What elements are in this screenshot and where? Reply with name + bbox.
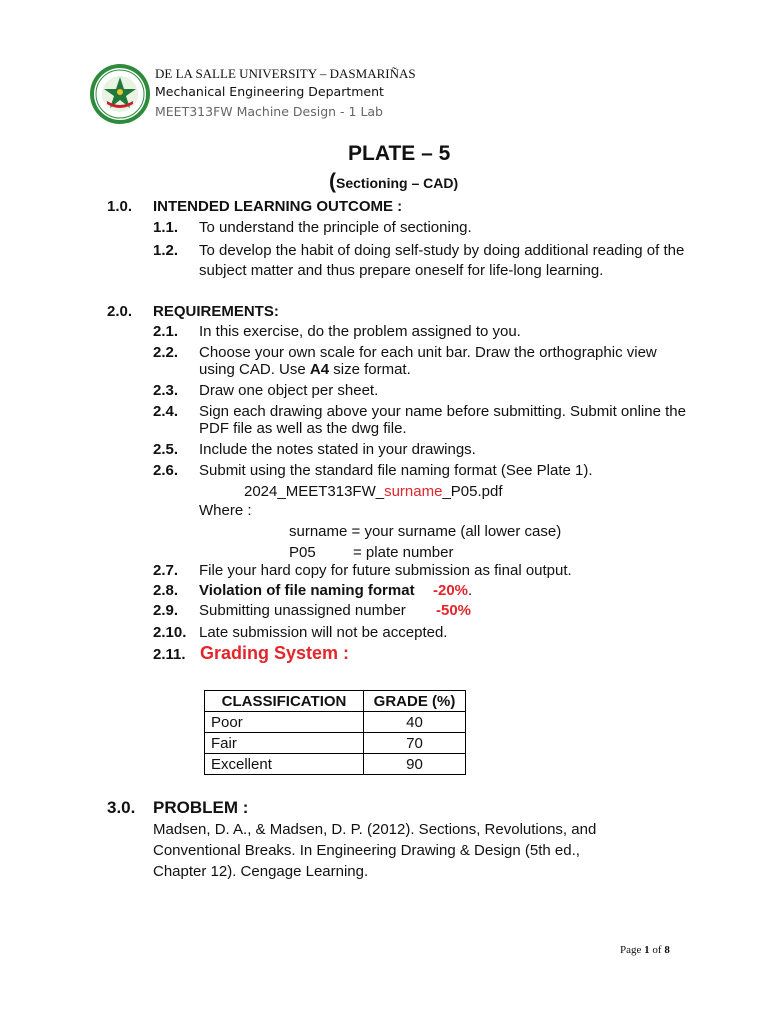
item-1-2-number: 1.2. [153,242,179,259]
subtitle-text: Sectioning – CAD) [336,175,459,191]
item-2-2-line2-c: size format. [329,361,411,378]
item-2-9-number: 2.9. [153,602,179,619]
file-name-suffix: _P05.pdf [442,483,503,500]
item-2-9-text: Submitting unassigned number [199,602,406,619]
grading-system-heading: Grading System : [200,643,350,663]
item-2-2-a4: A4 [309,361,330,378]
item-2-5-number: 2.5. [153,441,179,458]
section-1-number: 1.0. [107,198,133,215]
page-total: 8 [664,944,670,956]
table-row [205,754,466,775]
plate-title: PLATE – 5 [348,142,451,165]
table-cell-classification: Fair [205,733,364,754]
page-of: of [649,944,665,956]
item-2-2-number: 2.2. [153,344,179,361]
item-2-4-number: 2.4. [153,403,179,420]
plate-subtitle [329,170,458,194]
item-2-5-text: Include the notes stated in your drawings. [199,441,476,458]
item-1-1-text: To understand the principle of sectioning. [199,219,472,236]
item-2-10-number: 2.10. [153,624,187,641]
table-cell-grade: 40 [364,712,466,733]
item-2-2-line2-a: using CAD. Use [199,361,310,378]
department-name: Mechanical Engineering Department [155,84,384,99]
table-row [205,733,466,754]
item-2-8-text: Violation of file naming format [199,582,415,599]
university-name: DE LA SALLE UNIVERSITY – DASMARIÑAS [155,66,416,81]
table-header-row [205,691,466,712]
course-name: MEET313FW Machine Design - 1 Lab [155,104,383,119]
item-2-6-number: 2.6. [153,462,179,479]
definition-surname: surname = your surname (all lower case) [289,523,562,540]
section-3-heading: PROBLEM : [153,798,249,817]
item-2-3-text: Draw one object per sheet. [199,382,379,399]
section-2-number: 2.0. [107,303,133,320]
table-header-classification: CLASSIFICATION [205,691,364,712]
item-2-10-text: Late submission will not be accepted. [199,624,448,641]
item-2-7-text: File your hard copy for future submission as final output. [199,562,572,579]
table-cell-grade: 90 [364,754,466,775]
reference-line-3: Chapter 12). Cengage Learning. [153,863,369,880]
item-2-7-number: 2.7. [153,562,179,579]
grading-table [204,690,466,775]
table-cell-classification: Poor [205,712,364,733]
definition-p05-value: = plate number [353,544,454,561]
item-2-11-number: 2.11. [153,646,186,663]
item-2-4-line2: PDF file as well as the dwg file. [199,420,407,437]
item-2-8-number: 2.8. [153,582,179,599]
table-row [205,712,466,733]
table-cell-classification: Excellent [205,754,364,775]
section-2-heading: REQUIREMENTS: [153,303,279,320]
page-current: 1 [644,944,650,956]
item-2-2-line1: Choose your own scale for each unit bar. Draw the orthographic view [199,344,657,361]
item-2-1-text: In this exercise, do the problem assigned to you. [199,323,521,340]
penalty-20: -20% [433,582,469,599]
file-name-format [244,483,503,500]
item-2-6-text: Submit using the standard file naming format (See Plate 1). [199,462,593,479]
reference-line-1: Madsen, D. A., & Madsen, D. P. (2012). Sections, Revolutions, and [153,821,597,838]
item-1-2-line2: subject matter and thus prepare oneself for life-long learning. [199,262,604,279]
page-number [620,944,670,956]
section-3-number: 3.0. [107,798,136,817]
item-2-8-penalty [433,582,472,599]
item-2-1-number: 2.1. [153,323,179,340]
penalty-dot: . [468,582,473,599]
file-name-prefix: 2024_MEET313FW_ [244,483,385,500]
item-1-1-number: 1.1. [153,219,179,236]
where-label: Where : [199,502,252,519]
subtitle-paren: ( [329,170,336,193]
table-cell-grade: 70 [364,733,466,754]
definition-p05-key: P05 [289,544,316,561]
item-2-3-number: 2.3. [153,382,179,399]
item-2-4-line1: Sign each drawing above your name before submitting. Submit online the [199,403,686,420]
item-1-2-line1: To develop the habit of doing self-study by doing additional reading of the [199,242,685,259]
university-seal-logo [89,63,151,125]
item-2-2-line2 [199,361,411,378]
file-name-surname: surname [384,483,443,500]
page-word: Page [620,944,645,956]
table-header-grade: GRADE (%) [364,691,466,712]
penalty-50: -50% [436,602,472,619]
reference-line-2: Conventional Breaks. In Engineering Drawing & Design (5th ed., [153,842,580,859]
section-1-heading: INTENDED LEARNING OUTCOME : [153,198,403,215]
